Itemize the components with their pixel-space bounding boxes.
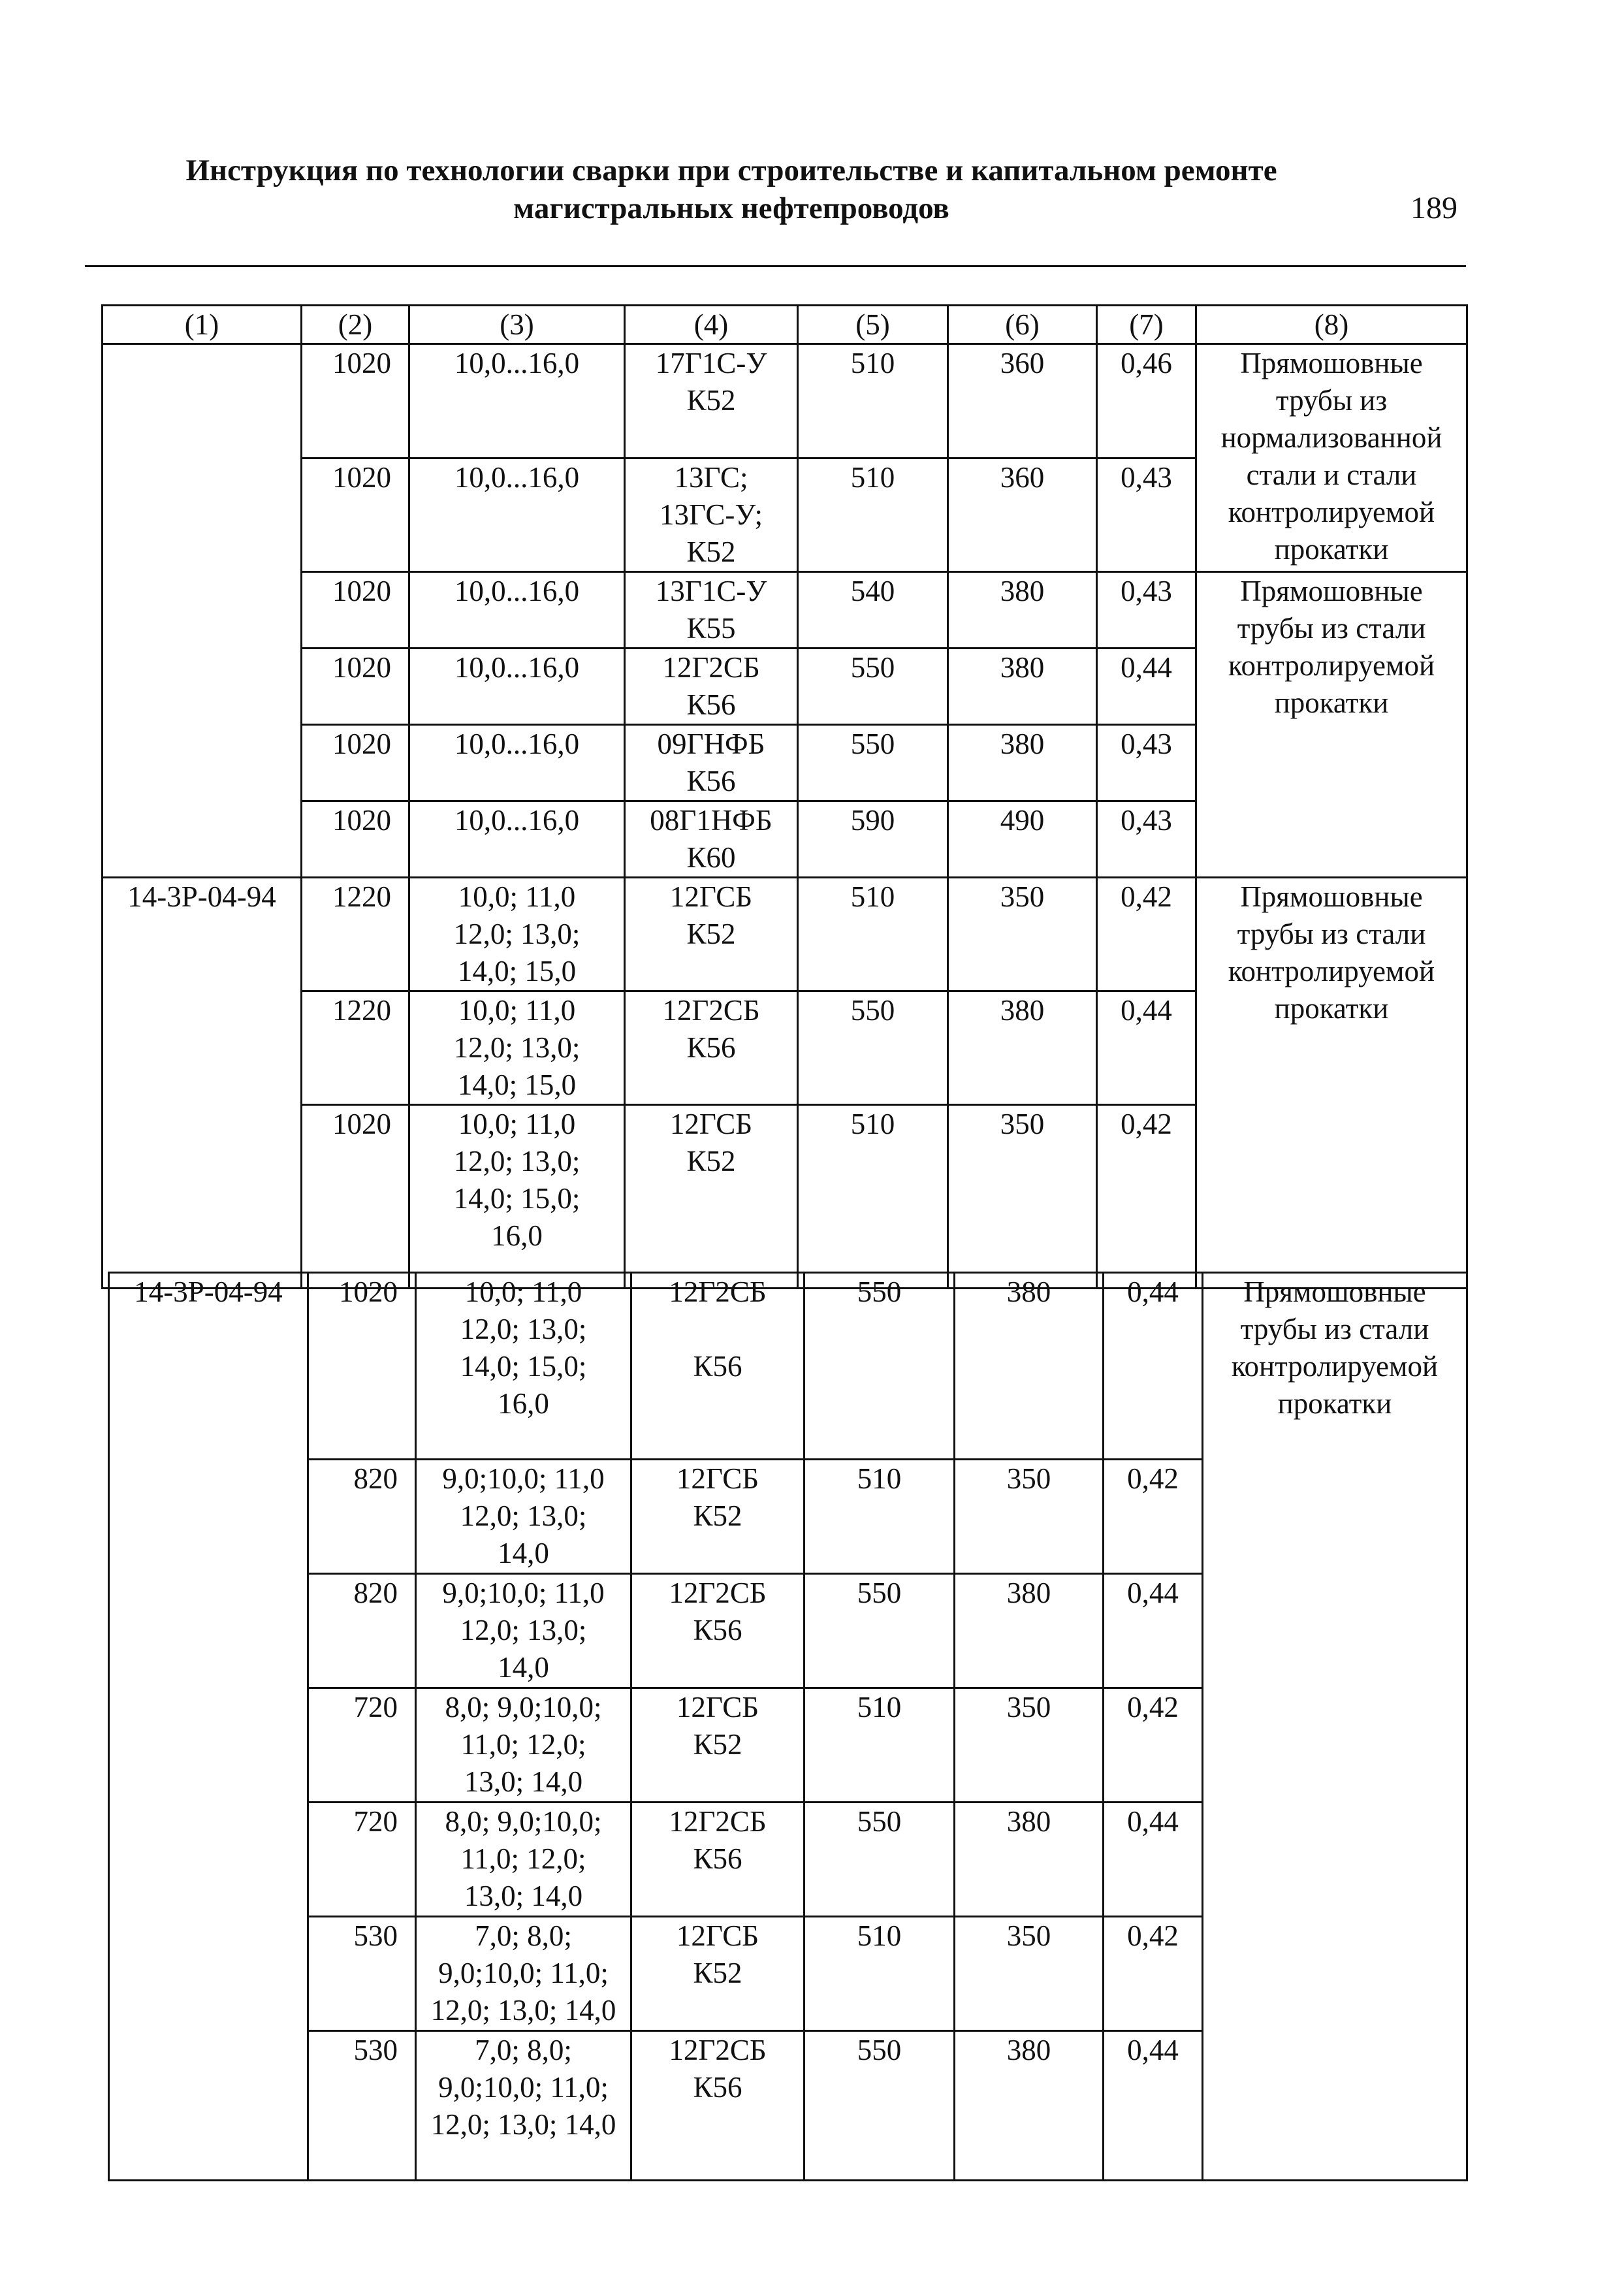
wall-thickness-cell-line: 12,0; 13,0; bbox=[453, 918, 581, 950]
wall-thickness-cell bbox=[416, 1273, 631, 1460]
steel-grade-cell-line: 12ГСБ bbox=[676, 1691, 759, 1724]
note-cell-line: трубы из стали bbox=[1237, 918, 1426, 950]
diameter-cell: 1020 bbox=[302, 458, 409, 572]
ratio-cell: 0,44 bbox=[1104, 1273, 1203, 1460]
column-header-5: (5) bbox=[798, 306, 948, 344]
diameter-cell: 530 bbox=[308, 2031, 416, 2181]
steel-pipe-table-part-1 bbox=[101, 304, 1468, 1289]
wall-thickness-cell bbox=[416, 2031, 631, 2181]
page-number: 189 bbox=[1410, 191, 1457, 225]
steel-grade-cell-line: К60 bbox=[686, 841, 736, 874]
wall-thickness-cell-line: 10,0...16,0 bbox=[454, 804, 580, 837]
wall-thickness-cell-line: 12,0; 13,0; bbox=[460, 1614, 587, 1646]
wall-thickness-cell-line: 7,0; 8,0; bbox=[475, 2034, 572, 2066]
wall-thickness-cell bbox=[409, 725, 625, 801]
wall-thickness-cell bbox=[416, 1917, 631, 2031]
yield-strength-cell: 550 bbox=[804, 1273, 955, 1460]
wall-thickness-cell-line: 14,0; 15,0; bbox=[453, 1182, 581, 1215]
wall-thickness-cell-line: 9,0;10,0; 11,0; bbox=[438, 1957, 609, 1989]
wall-thickness-cell-line: 16,0 bbox=[498, 1387, 549, 1420]
diameter-cell: 1020 bbox=[302, 344, 409, 458]
wall-thickness-cell bbox=[409, 344, 625, 458]
wall-thickness-cell bbox=[416, 1803, 631, 1917]
note-cell-line: прокатки bbox=[1274, 533, 1389, 566]
table-row bbox=[103, 878, 1467, 991]
note-cell bbox=[1196, 572, 1467, 878]
yield-strength-cell: 550 bbox=[804, 1574, 955, 1688]
note-cell-line: Прямошовные bbox=[1240, 880, 1423, 913]
wall-thickness-cell-line: 11,0; 12,0; bbox=[460, 1842, 586, 1875]
wall-thickness-cell bbox=[409, 458, 625, 572]
note-cell-line: Прямошовные bbox=[1243, 1275, 1426, 1308]
yield-strength-cell: 550 bbox=[798, 649, 948, 725]
note-cell-line: контролируемой bbox=[1231, 1350, 1439, 1383]
yield-strength-cell: 550 bbox=[804, 2031, 955, 2181]
diameter-cell: 720 bbox=[308, 1688, 416, 1803]
steel-grade-cell-line: К52 bbox=[693, 1728, 742, 1761]
steel-grade-cell bbox=[625, 458, 798, 572]
steel-grade-cell-line: 08Г1НФБ bbox=[650, 804, 772, 837]
wall-thickness-cell-line: 14,0 bbox=[498, 1537, 549, 1569]
wall-thickness-cell-line: 12,0; 13,0; bbox=[453, 1031, 581, 1064]
steel-grade-cell bbox=[631, 1574, 804, 1688]
tensile-value-cell: 360 bbox=[948, 458, 1097, 572]
table-row bbox=[103, 344, 1467, 458]
ratio-cell: 0,43 bbox=[1097, 572, 1196, 649]
wall-thickness-cell-line: 14,0; 15,0; bbox=[460, 1350, 587, 1383]
yield-strength-cell: 550 bbox=[804, 1803, 955, 1917]
ratio-cell: 0,46 bbox=[1097, 344, 1196, 458]
wall-thickness-cell-line: 7,0; 8,0; bbox=[475, 1919, 572, 1952]
diameter-cell: 820 bbox=[308, 1460, 416, 1574]
steel-grade-cell-line: К56 bbox=[686, 1031, 736, 1064]
diameter-cell: 1020 bbox=[302, 725, 409, 801]
designation-cell-empty bbox=[103, 344, 302, 878]
yield-strength-cell: 510 bbox=[804, 1688, 955, 1803]
wall-thickness-cell-line: 10,0...16,0 bbox=[454, 575, 580, 607]
ratio-cell: 0,44 bbox=[1104, 2031, 1203, 2181]
header-divider bbox=[85, 265, 1466, 267]
wall-thickness-cell-line: 14,0; 15,0 bbox=[457, 1068, 577, 1101]
tensile-value-cell: 490 bbox=[948, 801, 1097, 878]
steel-grade-cell-line: 12ГСБ bbox=[669, 880, 753, 913]
steel-grade-cell-line: К52 bbox=[693, 1499, 742, 1532]
tensile-value-cell: 350 bbox=[955, 1917, 1104, 2031]
note-cell bbox=[1196, 878, 1467, 1289]
steel-grade-cell-line: 12Г2СБ bbox=[669, 1275, 767, 1308]
column-header-4: (4) bbox=[625, 306, 798, 344]
wall-thickness-cell-line: 10,0; 11,0 bbox=[458, 994, 576, 1027]
steel-grade-cell-line: К52 bbox=[686, 384, 736, 417]
column-header-8: (8) bbox=[1196, 306, 1467, 344]
column-header-7: (7) bbox=[1097, 306, 1196, 344]
ratio-cell: 0,42 bbox=[1104, 1688, 1203, 1803]
tensile-value-cell: 350 bbox=[955, 1688, 1104, 1803]
yield-strength-cell: 510 bbox=[804, 1460, 955, 1574]
note-cell-line: прокатки bbox=[1274, 686, 1389, 719]
steel-grade-cell-line: К55 bbox=[686, 612, 736, 645]
tensile-value-cell: 380 bbox=[948, 725, 1097, 801]
note-cell-line: трубы из стали bbox=[1240, 1313, 1429, 1345]
diameter-cell: 1020 bbox=[302, 649, 409, 725]
yield-strength-cell: 550 bbox=[798, 725, 948, 801]
steel-grade-cell-line: 12Г2СБ bbox=[662, 651, 760, 684]
yield-strength-cell: 540 bbox=[798, 572, 948, 649]
table-row bbox=[103, 572, 1467, 649]
steel-pipe-table-part-2 bbox=[108, 1272, 1468, 2181]
note-cell-line: контролируемой bbox=[1228, 955, 1435, 987]
note-cell-line: контролируемой bbox=[1228, 496, 1435, 528]
yield-strength-cell: 510 bbox=[798, 344, 948, 458]
designation-cell: 14-3Р-04-94 bbox=[109, 1273, 308, 2181]
steel-grade-cell-line: 12Г2СБ bbox=[669, 2034, 767, 2066]
note-cell-line: контролируемой bbox=[1228, 649, 1435, 682]
steel-grade-cell-line: 12ГСБ bbox=[669, 1108, 753, 1140]
wall-thickness-cell bbox=[416, 1574, 631, 1688]
wall-thickness-cell-line: 10,0...16,0 bbox=[454, 651, 580, 684]
wall-thickness-cell-line: 13,0; 14,0 bbox=[464, 1765, 583, 1798]
steel-grade-cell-line: К56 bbox=[693, 2071, 742, 2104]
title-line-2: магистральных нефтепроводов bbox=[513, 191, 949, 225]
steel-grade-cell bbox=[625, 572, 798, 649]
steel-grade-cell-line: К52 bbox=[693, 1957, 742, 1989]
wall-thickness-cell bbox=[416, 1688, 631, 1803]
steel-grade-cell bbox=[625, 991, 798, 1105]
yield-strength-cell: 510 bbox=[798, 878, 948, 991]
document-title bbox=[111, 152, 1352, 227]
tensile-value-cell: 380 bbox=[948, 572, 1097, 649]
steel-grade-cell bbox=[625, 649, 798, 725]
wall-thickness-cell bbox=[409, 1105, 625, 1289]
wall-thickness-cell-line: 12,0; 13,0; bbox=[460, 1313, 587, 1345]
ratio-cell: 0,44 bbox=[1104, 1803, 1203, 1917]
wall-thickness-cell-line: 14,0; 15,0 bbox=[457, 955, 577, 987]
steel-grade-cell-line: К56 bbox=[693, 1842, 742, 1875]
ratio-cell: 0,42 bbox=[1104, 1460, 1203, 1574]
column-header-3: (3) bbox=[409, 306, 625, 344]
tensile-value-cell: 380 bbox=[955, 2031, 1104, 2181]
steel-grade-cell bbox=[631, 1917, 804, 2031]
note-cell-line: трубы из bbox=[1275, 384, 1388, 417]
title-line-1: Инструкция по технологии сварки при строительстве и капитальном ремонте bbox=[185, 153, 1277, 187]
yield-strength-cell: 510 bbox=[798, 1105, 948, 1289]
yield-strength-cell: 590 bbox=[798, 801, 948, 878]
steel-grade-cell-line: 13Г1С-У bbox=[655, 575, 767, 607]
wall-thickness-cell-line: 8,0; 9,0;10,0; bbox=[445, 1805, 602, 1838]
ratio-cell: 0,43 bbox=[1097, 725, 1196, 801]
steel-grade-cell-line: 12Г2СБ bbox=[662, 994, 760, 1027]
steel-grade-cell bbox=[631, 1460, 804, 1574]
steel-grade-cell bbox=[631, 2031, 804, 2181]
steel-grade-cell bbox=[631, 1803, 804, 1917]
wall-thickness-cell-line: 10,0; 11,0 bbox=[458, 880, 576, 913]
steel-grade-cell-line: 17Г1С-У bbox=[655, 347, 767, 379]
wall-thickness-cell-line: 8,0; 9,0;10,0; bbox=[445, 1691, 602, 1724]
tensile-value-cell: 350 bbox=[948, 878, 1097, 991]
wall-thickness-cell-line: 14,0 bbox=[498, 1651, 549, 1684]
wall-thickness-cell-line: 12,0; 13,0; 14,0 bbox=[430, 1994, 616, 2027]
steel-grade-cell-line: К56 bbox=[693, 1350, 742, 1383]
tensile-value-cell: 380 bbox=[955, 1273, 1104, 1460]
steel-grade-cell bbox=[631, 1273, 804, 1460]
steel-grade-cell-line: К52 bbox=[686, 1145, 736, 1178]
note-cell bbox=[1203, 1273, 1467, 2181]
column-header-2: (2) bbox=[302, 306, 409, 344]
note-cell-line: Прямошовные bbox=[1240, 575, 1423, 607]
diameter-cell: 1020 bbox=[302, 801, 409, 878]
steel-grade-cell-line: 12Г2СБ bbox=[669, 1805, 767, 1838]
note-cell-line: прокатки bbox=[1277, 1387, 1392, 1420]
diameter-cell: 1220 bbox=[302, 991, 409, 1105]
wall-thickness-cell bbox=[409, 649, 625, 725]
steel-grade-cell bbox=[625, 878, 798, 991]
steel-grade-cell-line: К56 bbox=[693, 1614, 742, 1646]
steel-grade-cell-line: К56 bbox=[686, 765, 736, 797]
wall-thickness-cell-line: 12,0; 13,0; bbox=[453, 1145, 581, 1178]
tensile-value-cell: 380 bbox=[948, 649, 1097, 725]
wall-thickness-cell-line: 10,0; 11,0 bbox=[458, 1108, 576, 1140]
wall-thickness-cell-line: 9,0;10,0; 11,0 bbox=[442, 1577, 605, 1609]
tensile-value-cell: 350 bbox=[955, 1460, 1104, 1574]
steel-grade-cell-line: 12ГСБ bbox=[676, 1462, 759, 1495]
wall-thickness-cell bbox=[409, 878, 625, 991]
note-cell bbox=[1196, 344, 1467, 572]
steel-grade-cell-line bbox=[636, 1311, 799, 1348]
wall-thickness-cell-line: 9,0;10,0; 11,0 bbox=[442, 1462, 605, 1495]
steel-grade-cell-line: 13ГС-У; bbox=[659, 498, 763, 531]
yield-strength-cell: 510 bbox=[798, 458, 948, 572]
diameter-cell: 820 bbox=[308, 1574, 416, 1688]
ratio-cell: 0,42 bbox=[1097, 878, 1196, 991]
tensile-value-cell: 380 bbox=[948, 991, 1097, 1105]
steel-grade-cell-line: К52 bbox=[686, 918, 736, 950]
diameter-cell: 530 bbox=[308, 1917, 416, 2031]
column-header-6: (6) bbox=[948, 306, 1097, 344]
steel-grade-cell bbox=[625, 725, 798, 801]
note-cell-line: стали и стали bbox=[1246, 458, 1417, 491]
ratio-cell: 0,44 bbox=[1104, 1574, 1203, 1688]
ratio-cell: 0,42 bbox=[1104, 1917, 1203, 2031]
note-cell-line: трубы из стали bbox=[1237, 612, 1426, 645]
steel-grade-cell-line: К56 bbox=[686, 688, 736, 721]
ratio-cell: 0,42 bbox=[1097, 1105, 1196, 1289]
ratio-cell: 0,43 bbox=[1097, 801, 1196, 878]
designation-cell: 14-3Р-04-94 bbox=[103, 878, 302, 1289]
wall-thickness-cell bbox=[409, 801, 625, 878]
wall-thickness-cell-line: 12,0; 13,0; bbox=[460, 1499, 587, 1532]
wall-thickness-cell-line: 10,0; 11,0 bbox=[464, 1275, 582, 1308]
steel-grade-cell-line: 13ГС; bbox=[674, 461, 748, 494]
wall-thickness-cell-line: 16,0 bbox=[491, 1219, 543, 1252]
tensile-value-cell: 360 bbox=[948, 344, 1097, 458]
steel-grade-cell-line: 09ГНФБ bbox=[657, 728, 765, 760]
tensile-value-cell: 380 bbox=[955, 1574, 1104, 1688]
tensile-value-cell: 350 bbox=[948, 1105, 1097, 1289]
steel-grade-cell bbox=[625, 801, 798, 878]
table-row bbox=[109, 1273, 1467, 1460]
yield-strength-cell: 510 bbox=[804, 1917, 955, 2031]
steel-grade-cell bbox=[625, 344, 798, 458]
wall-thickness-cell bbox=[409, 991, 625, 1105]
steel-grade-cell-line: К52 bbox=[686, 536, 736, 568]
wall-thickness-cell-line: 10,0...16,0 bbox=[454, 728, 580, 760]
wall-thickness-cell-line: 10,0...16,0 bbox=[454, 461, 580, 494]
diameter-cell: 1020 bbox=[302, 1105, 409, 1289]
steel-grade-cell-line: 12Г2СБ bbox=[669, 1577, 767, 1609]
tensile-value-cell: 380 bbox=[955, 1803, 1104, 1917]
ratio-cell: 0,43 bbox=[1097, 458, 1196, 572]
wall-thickness-cell-line: 12,0; 13,0; 14,0 bbox=[430, 2108, 616, 2141]
ratio-cell: 0,44 bbox=[1097, 991, 1196, 1105]
note-cell-line: Прямошовные bbox=[1240, 347, 1423, 379]
steel-grade-cell bbox=[625, 1105, 798, 1289]
note-cell-line: прокатки bbox=[1274, 992, 1389, 1025]
wall-thickness-cell-line: 11,0; 12,0; bbox=[460, 1728, 586, 1761]
yield-strength-cell: 550 bbox=[798, 991, 948, 1105]
wall-thickness-cell-line: 9,0;10,0; 11,0; bbox=[438, 2071, 609, 2104]
diameter-cell: 1020 bbox=[302, 572, 409, 649]
wall-thickness-cell bbox=[416, 1460, 631, 1574]
steel-grade-cell-line: 12ГСБ bbox=[676, 1919, 759, 1952]
table-header-row bbox=[103, 306, 1467, 344]
diameter-cell: 720 bbox=[308, 1803, 416, 1917]
wall-thickness-cell bbox=[409, 572, 625, 649]
diameter-cell: 1020 bbox=[308, 1273, 416, 1460]
ratio-cell: 0,44 bbox=[1097, 649, 1196, 725]
column-header-1: (1) bbox=[103, 306, 302, 344]
steel-grade-cell bbox=[631, 1688, 804, 1803]
note-cell-line: нормализованной bbox=[1220, 421, 1442, 454]
wall-thickness-cell-line: 10,0...16,0 bbox=[454, 347, 580, 379]
diameter-cell: 1220 bbox=[302, 878, 409, 991]
wall-thickness-cell-line: 13,0; 14,0 bbox=[464, 1880, 583, 1912]
